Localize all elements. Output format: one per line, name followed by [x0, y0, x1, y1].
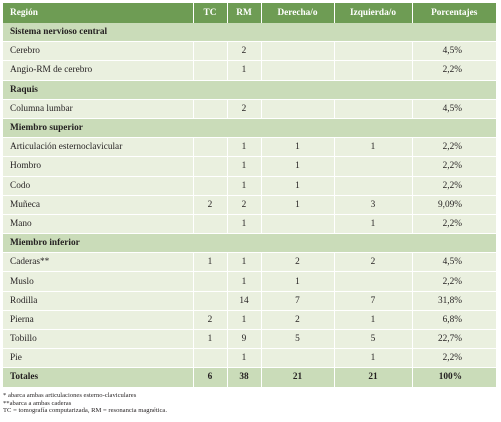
cell-region: Muñeca: [3, 195, 193, 214]
cell-tc: [193, 61, 227, 80]
cell-porcentaje: 2,2%: [412, 138, 496, 157]
totals-row: [3, 368, 496, 387]
cell-rm: 1: [227, 349, 261, 368]
cell-porcentaje: 2,2%: [412, 157, 496, 176]
table-row: [3, 310, 496, 329]
cell-derecha: 5: [261, 330, 334, 349]
cell-tc: [193, 176, 227, 195]
header-porcentajes: Porcentajes: [412, 3, 496, 23]
totals-value: 38: [227, 368, 261, 387]
cell-porcentaje: 2,2%: [412, 214, 496, 233]
cell-porcentaje: 6,8%: [412, 310, 496, 329]
header-tc: TC: [193, 3, 227, 23]
table-row: [3, 176, 496, 195]
cell-izquierda: [334, 42, 412, 61]
table-row: [3, 61, 496, 80]
cell-porcentaje: 9,09%: [412, 195, 496, 214]
cell-rm: 1: [227, 157, 261, 176]
header-izquierda: Izquierda/o: [334, 3, 412, 23]
cell-porcentaje: 2,2%: [412, 176, 496, 195]
footnote: * abarca ambas articulaciones esterno-claviculares: [3, 392, 137, 399]
cell-region: Angio-RM de cerebro: [3, 61, 193, 80]
cell-tc: [193, 99, 227, 118]
cell-porcentaje: 4,5%: [412, 253, 496, 272]
cell-derecha: 1: [261, 138, 334, 157]
cell-rm: 1: [227, 61, 261, 80]
cell-derecha: [261, 214, 334, 233]
cell-derecha: [261, 99, 334, 118]
cell-porcentaje: 2,2%: [412, 61, 496, 80]
table-row: [3, 330, 496, 349]
table-row: [3, 214, 496, 233]
cell-tc: [193, 214, 227, 233]
footnotes: [3, 392, 167, 415]
cell-region: Tobillo: [3, 330, 193, 349]
totals-value: 21: [334, 368, 412, 387]
cell-region: Rodilla: [3, 291, 193, 310]
cell-rm: 2: [227, 195, 261, 214]
cell-derecha: 2: [261, 253, 334, 272]
cell-tc: 1: [193, 330, 227, 349]
table-row: [3, 253, 496, 272]
header-rm: RM: [227, 3, 261, 23]
section-title: Sistema nervioso central: [3, 23, 496, 42]
cell-izquierda: 2: [334, 253, 412, 272]
cell-rm: 9: [227, 330, 261, 349]
cell-rm: 1: [227, 138, 261, 157]
header-derecha: Derecha/o: [261, 3, 334, 23]
totals-value: 100%: [412, 368, 496, 387]
imaging-table: [3, 3, 496, 387]
cell-rm: 2: [227, 99, 261, 118]
totals-value: 6: [193, 368, 227, 387]
cell-izquierda: 5: [334, 330, 412, 349]
section-row: [3, 80, 496, 99]
cell-izquierda: [334, 176, 412, 195]
cell-region: Pierna: [3, 310, 193, 329]
cell-tc: 2: [193, 195, 227, 214]
cell-porcentaje: 4,5%: [412, 99, 496, 118]
table-header-row: [3, 3, 496, 23]
cell-derecha: 2: [261, 310, 334, 329]
footnote: **abarca a ambas caderas: [3, 399, 72, 407]
table-row: [3, 291, 496, 310]
table-row: [3, 157, 496, 176]
cell-derecha: [261, 42, 334, 61]
cell-izquierda: [334, 61, 412, 80]
cell-tc: [193, 157, 227, 176]
cell-izquierda: 1: [334, 214, 412, 233]
cell-derecha: 1: [261, 195, 334, 214]
cell-izquierda: 1: [334, 310, 412, 329]
cell-derecha: [261, 349, 334, 368]
table-row: [3, 272, 496, 291]
table-row: [3, 138, 496, 157]
cell-derecha: [261, 61, 334, 80]
cell-rm: 1: [227, 176, 261, 195]
table-row: [3, 349, 496, 368]
cell-izquierda: 7: [334, 291, 412, 310]
cell-porcentaje: 2,2%: [412, 272, 496, 291]
totals-label: Totales: [3, 368, 193, 387]
cell-derecha: 1: [261, 157, 334, 176]
cell-rm: 2: [227, 42, 261, 61]
cell-tc: [193, 349, 227, 368]
cell-derecha: 7: [261, 291, 334, 310]
section-row: [3, 234, 496, 253]
cell-rm: 1: [227, 272, 261, 291]
cell-region: Pie: [3, 349, 193, 368]
cell-region: Mano: [3, 214, 193, 233]
cell-izquierda: [334, 99, 412, 118]
totals-value: 21: [261, 368, 334, 387]
cell-porcentaje: 2,2%: [412, 349, 496, 368]
cell-rm: 1: [227, 253, 261, 272]
footnote: TC = tomografía computarizada, RM = resonancia magnética.: [3, 407, 167, 415]
cell-region: Articulación esternoclavicular: [3, 138, 193, 157]
header-region: Región: [3, 3, 193, 23]
section-title: Miembro superior: [3, 118, 496, 137]
cell-region: Columna lumbar: [3, 99, 193, 118]
section-title: Raquis: [3, 80, 496, 99]
table-row: [3, 195, 496, 214]
table-row: [3, 99, 496, 118]
cell-region: Hombro: [3, 157, 193, 176]
cell-rm: 1: [227, 214, 261, 233]
cell-tc: [193, 42, 227, 61]
cell-izquierda: 1: [334, 349, 412, 368]
cell-region: Caderas**: [3, 253, 193, 272]
cell-izquierda: [334, 272, 412, 291]
cell-tc: [193, 138, 227, 157]
section-row: [3, 118, 496, 137]
cell-tc: [193, 272, 227, 291]
cell-rm: 14: [227, 291, 261, 310]
section-title: Miembro inferior: [3, 234, 496, 253]
cell-porcentaje: 4,5%: [412, 42, 496, 61]
cell-izquierda: 3: [334, 195, 412, 214]
cell-region: Cerebro: [3, 42, 193, 61]
cell-rm: 1: [227, 310, 261, 329]
cell-porcentaje: 31,8%: [412, 291, 496, 310]
cell-tc: 1: [193, 253, 227, 272]
cell-tc: 2: [193, 310, 227, 329]
cell-izquierda: [334, 157, 412, 176]
cell-izquierda: 1: [334, 138, 412, 157]
section-row: [3, 23, 496, 42]
table-body: [3, 23, 496, 387]
cell-derecha: 1: [261, 272, 334, 291]
table-row: [3, 42, 496, 61]
cell-porcentaje: 22,7%: [412, 330, 496, 349]
cell-tc: [193, 291, 227, 310]
cell-derecha: 1: [261, 176, 334, 195]
cell-region: Codo: [3, 176, 193, 195]
cell-region: Muslo: [3, 272, 193, 291]
